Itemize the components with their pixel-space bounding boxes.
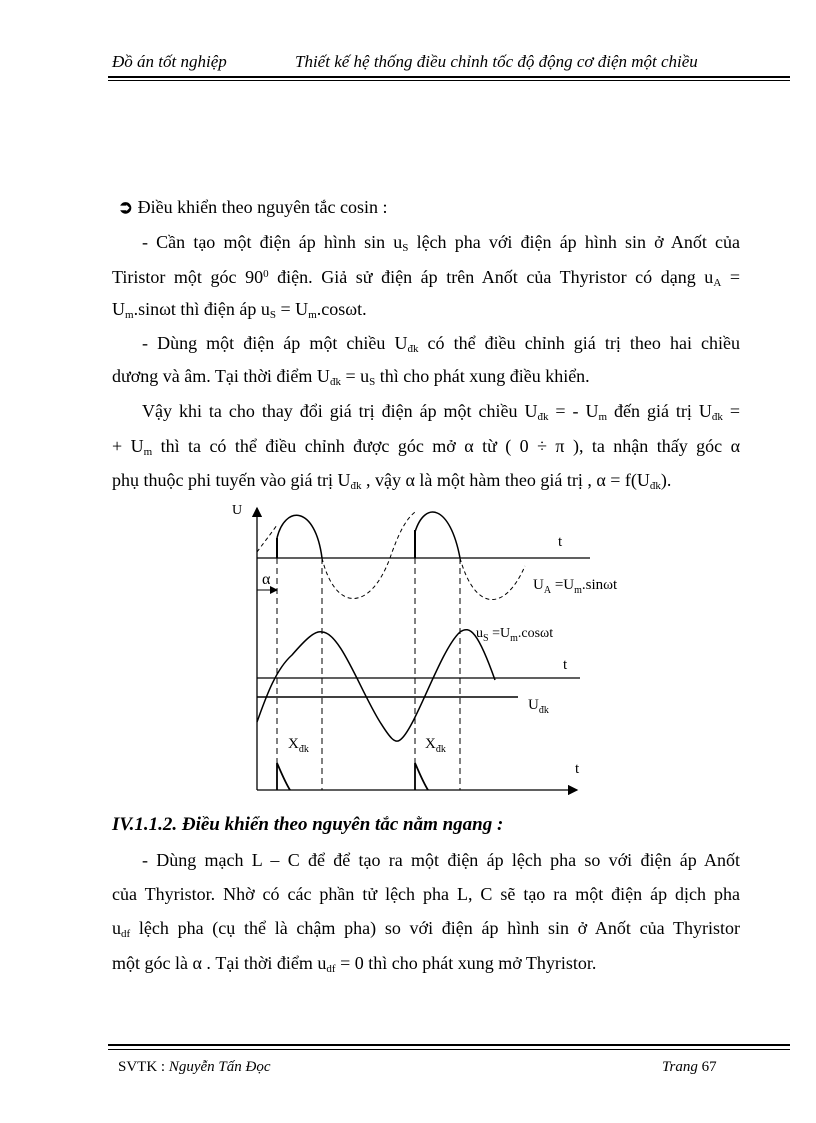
ua-dashed-negative-1 bbox=[322, 512, 415, 599]
ua-lobe-1 bbox=[277, 515, 322, 558]
section-horizontal-title: IV.1.1.2. Điều khiển theo nguyên tắc nằm ngang : bbox=[112, 814, 504, 835]
ua-dashed-negative-2 bbox=[460, 558, 525, 600]
footer-right: Trang 67 bbox=[662, 1059, 717, 1075]
section-cosin-title: Điều khiển theo nguyên tắc cosin : bbox=[137, 197, 388, 217]
xdk-label-1: $X_{đk}$ bbox=[288, 736, 309, 755]
us-cosine-curve bbox=[257, 630, 495, 742]
arrow-bullet-icon: ➲ bbox=[118, 197, 134, 217]
ua-lobe-2 bbox=[415, 512, 460, 558]
ua-dashed-start bbox=[257, 525, 277, 552]
us-label: $u_S =U_m.\cos\omega t$ bbox=[476, 626, 554, 644]
alpha-label: α bbox=[262, 571, 271, 588]
text-line: - Cần tạo một điện áp hình $\sin u_S$ lệch pha với điện áp hình sin ở Anốt của bbox=[142, 232, 741, 254]
text-line: + $U_m$ thì ta có thể điều chỉnh được góc mở α từ ( 0 ÷ π ), ta nhận thấy góc α bbox=[112, 436, 740, 458]
text-line: của Thyristor. Nhờ có các phần tử lệch pha L, C sẽ tạo ra một điện áp dịch pha bbox=[112, 884, 740, 904]
xdk-pulse-1 bbox=[277, 763, 290, 790]
text-line: $u_{df}$ lệch pha (cụ thể là chậm pha) so với điện áp hình sin ở Anốt của Thyristor bbox=[112, 918, 740, 940]
t-axis-label-3: t bbox=[575, 761, 580, 777]
footer-rule-thin bbox=[108, 1049, 790, 1050]
header-right: Thiết kế hệ thống điều chỉnh tốc độ động cơ điện một chiều bbox=[295, 52, 698, 71]
ua-label: $U_A =U_m.\sin\omega t$ bbox=[533, 577, 618, 596]
bullet-heading bbox=[118, 197, 388, 218]
header-rule-thin bbox=[108, 80, 790, 81]
text-line: dương và âm. Tại thời điểm $U_{đk} = u_S$ thì cho phát xung điều khiển. bbox=[112, 366, 590, 388]
footer-rule bbox=[108, 1044, 790, 1046]
text-line: một góc là α . Tại thời điểm $u_{df} = 0$ thì cho phát xung mở Thyristor. bbox=[112, 953, 597, 975]
text-line: Vậy khi ta cho thay đổi giá trị điện áp một chiều $U_{đk}$ = - $U_m$ đến giá trị $U_{đk}$ = bbox=[142, 401, 740, 423]
footer-left: SVTK : Nguyễn Tấn Đọc bbox=[118, 1059, 271, 1075]
text-line: Tiristor một góc $90^0$ điện. Giả sử điện áp trên Anốt của Thyristor có dạng $u_A$ = bbox=[112, 267, 740, 289]
xdk-pulse-2 bbox=[415, 763, 428, 790]
udk-label: $U_{đk}$ bbox=[528, 697, 549, 716]
t-axis-label-1: t bbox=[558, 534, 563, 550]
page-number: 67 bbox=[701, 1059, 717, 1075]
text-line: - Dùng mạch L – C để để tạo ra một điện áp lệch pha so với điện áp Anốt bbox=[142, 850, 740, 870]
t-axis-label-2: t bbox=[563, 657, 568, 673]
text-line: $U_m.\sin\omega t$ thì điện áp $u_S = U_m.\cos\omega t$. bbox=[112, 299, 367, 321]
text-line: phụ thuộc phi tuyến vào giá trị $U_{đk}$ , vậy α là một hàm theo giá trị , $\alpha = f(U_{đk})$. bbox=[112, 470, 672, 492]
header-left: Đồ án tốt nghiệp bbox=[112, 52, 227, 71]
text-line: - Dùng một điện áp một chiều $U_{đk}$ có thể điều chỉnh giá trị theo hai chiều bbox=[142, 333, 740, 355]
xdk-label-2: $X_{đk}$ bbox=[425, 736, 446, 755]
header-rule bbox=[108, 76, 790, 78]
cosine-control-diagram bbox=[225, 498, 645, 798]
u-axis-label: U bbox=[232, 503, 243, 518]
